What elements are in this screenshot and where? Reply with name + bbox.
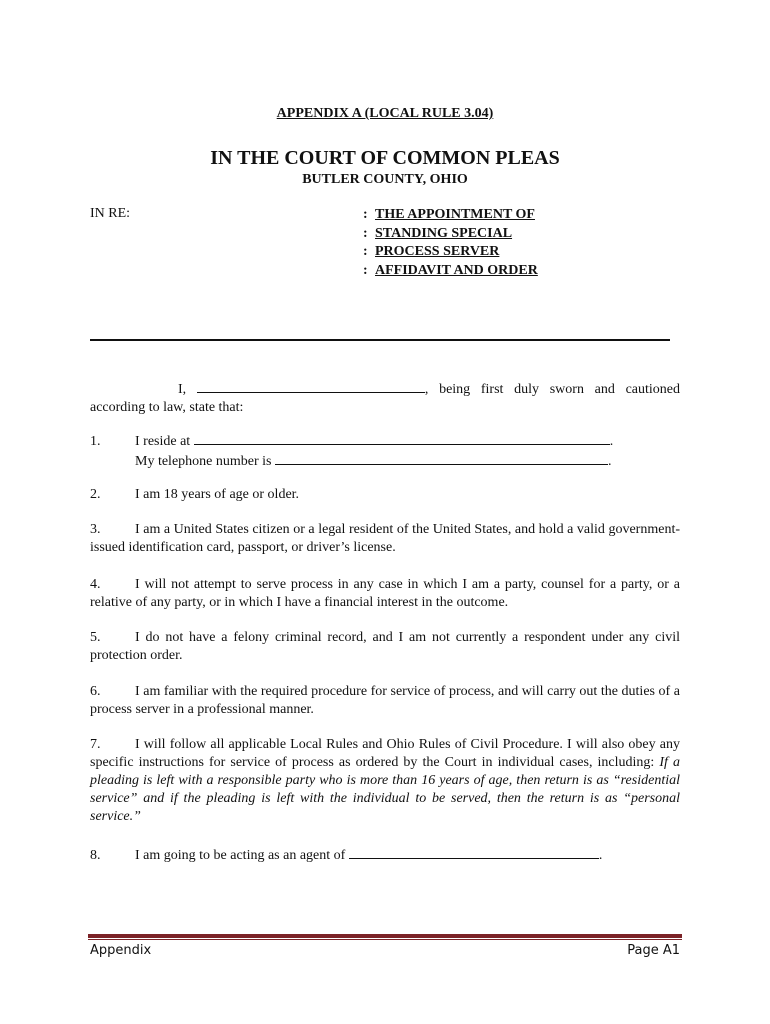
item-text: I am a United States citizen or a legal resident of the United States, and hold a valid government-issued identification card, passport, or driver’s license. [90, 522, 680, 555]
item-text: I do not have a felony criminal record, and I am not currently a respondent under any civil protection order. [90, 630, 680, 663]
intro-paragraph [90, 379, 680, 417]
case-caption [363, 206, 538, 280]
item-number: 4. [90, 577, 101, 592]
agent-blank[interactable] [349, 845, 599, 859]
footer-rule [88, 934, 682, 938]
period: . [609, 434, 614, 449]
item-text: I am familiar with the required procedure for service of process, and will carry out the duties of a process server in a professional manner. [90, 684, 680, 717]
item-6 [90, 683, 680, 719]
item-8 [90, 845, 680, 865]
intro-text: , being first duly sworn and cautioned according to law, state that: [90, 382, 680, 415]
footer-page-number: Page A1 [627, 943, 680, 958]
intro-i: I, [178, 382, 187, 397]
caption-text: PROCESS SERVER [375, 244, 500, 259]
item-text: I am going to be acting as an agent of [135, 848, 346, 863]
caption-colon: : [363, 244, 368, 259]
footer-rule-thin [88, 939, 682, 940]
item-number: 2. [90, 487, 101, 502]
caption-text: THE APPOINTMENT OF [375, 207, 535, 222]
item-text: My telephone number is [135, 454, 272, 469]
item-text: I will not attempt to serve process in any case in which I am a party, counsel for a party, or a relative of any party, or in which I have a financial interest in the outcome. [90, 577, 680, 610]
caption-line [363, 225, 538, 244]
item-number: 6. [90, 684, 101, 699]
period: . [598, 848, 603, 863]
caption-line [363, 243, 538, 262]
telephone-blank[interactable] [275, 451, 608, 465]
item-number: 5. [90, 630, 101, 645]
court-title: IN THE COURT OF COMMON PLEAS [210, 147, 560, 169]
item-text: I will follow all applicable Local Rules and Ohio Rules of Civil Procedure. I will also obey any specific instructions for service of process as ordered by the Court in individual cases, including: [90, 737, 680, 770]
in-re-label: IN RE: [90, 206, 131, 221]
item-italic-text: If a pleading is left with a responsible party who is more than 16 years of age, then return is as “residential service” and if the pleading is left with the individual to be served, then the return is as “personal service.” [90, 755, 680, 824]
item-text: I am 18 years of age or older. [135, 487, 300, 502]
footer-appendix: Appendix [90, 943, 152, 958]
address-blank[interactable] [194, 431, 610, 445]
item-3 [90, 521, 680, 557]
county-name: BUTLER COUNTY, OHIO [302, 172, 468, 187]
period: . [607, 454, 612, 469]
caption-line [363, 262, 538, 281]
caption-text: STANDING SPECIAL [375, 225, 513, 241]
caption-colon: : [363, 225, 368, 241]
item-text: I reside at [135, 434, 191, 449]
caption-colon: : [363, 262, 368, 278]
section-divider [90, 339, 670, 341]
appendix-title: APPENDIX A (LOCAL RULE 3.04) [276, 106, 494, 121]
item-5 [90, 629, 680, 665]
name-blank[interactable] [197, 379, 425, 393]
caption-line [363, 206, 538, 225]
item-1 [90, 431, 680, 471]
item-4 [90, 576, 680, 612]
caption-text: AFFIDAVIT AND ORDER [375, 262, 538, 278]
item-7 [90, 736, 680, 826]
item-2 [90, 486, 680, 504]
item-number: 7. [90, 737, 101, 752]
caption-colon: : [363, 207, 368, 222]
item-number: 1. [90, 434, 101, 449]
item-number: 3. [90, 522, 101, 537]
item-number: 8. [90, 848, 101, 863]
